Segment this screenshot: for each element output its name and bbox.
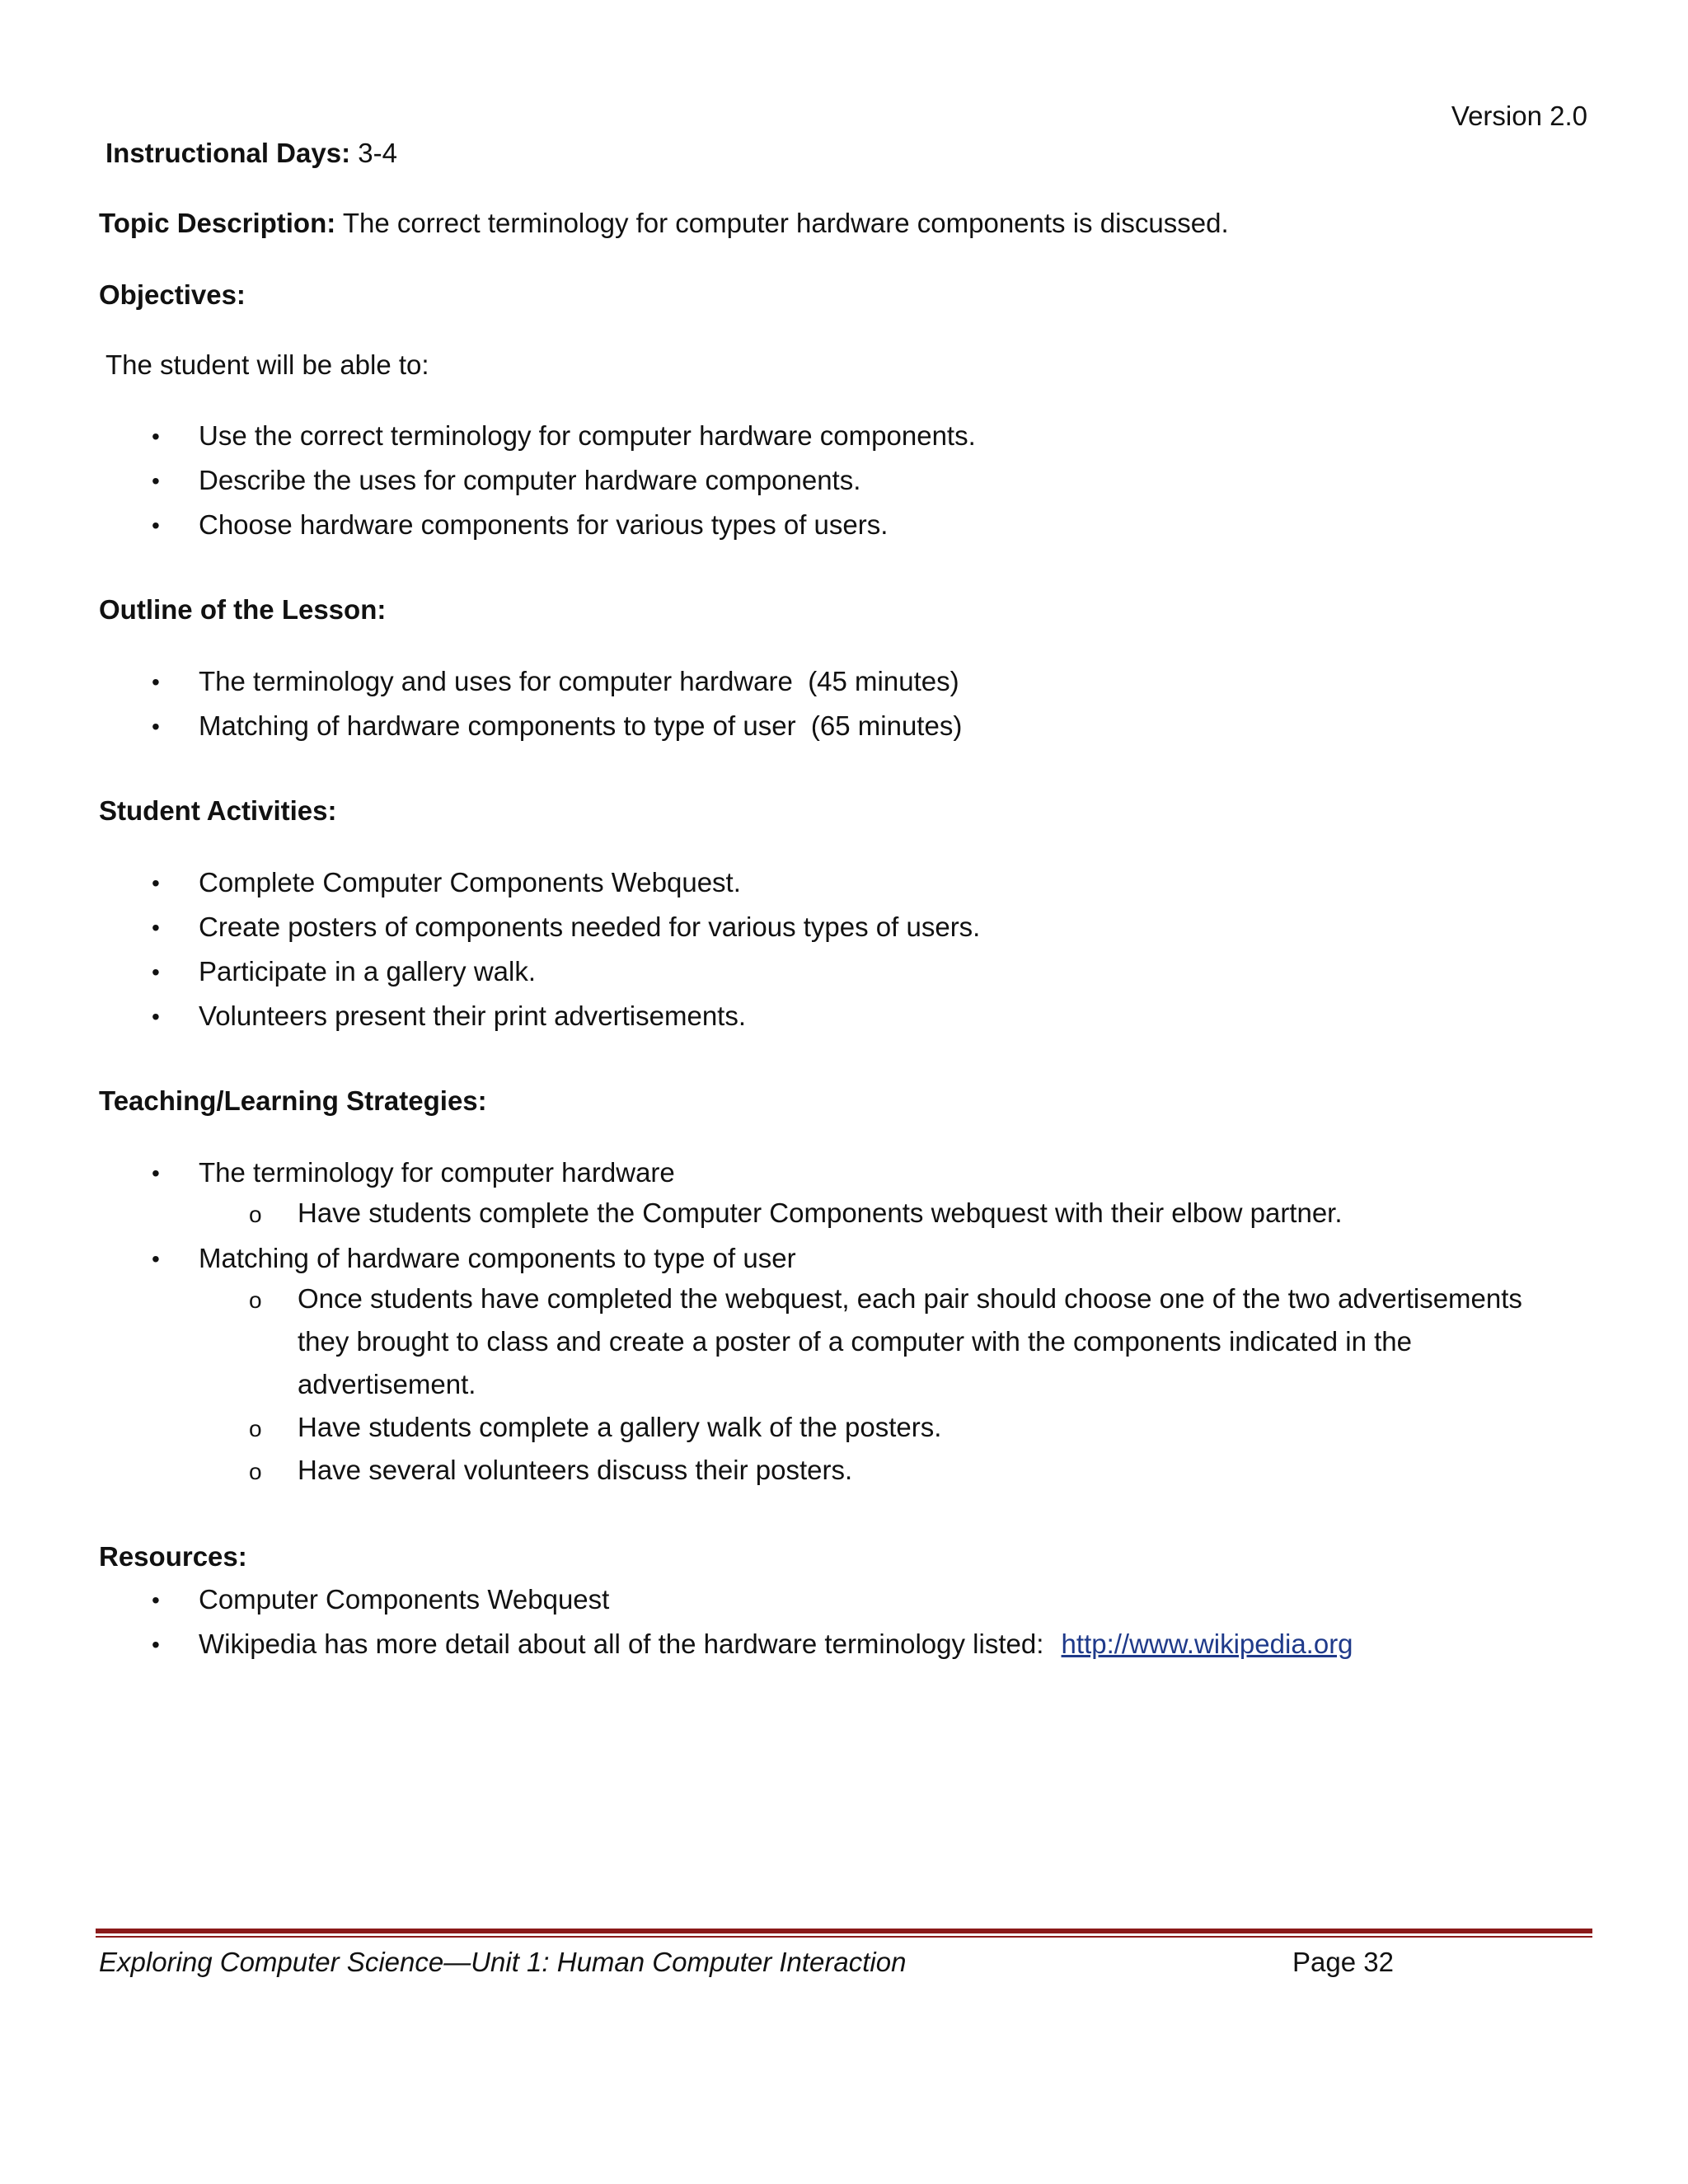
outline-item: Matching of hardware components to type of user (65 minutes) — [199, 710, 963, 741]
wikipedia-link[interactable]: http://www.wikipedia.org — [1061, 1629, 1353, 1659]
activity-item: Participate in a gallery walk. — [199, 956, 537, 987]
page-number: Page 32 — [1292, 1947, 1394, 1977]
topic-description-value: The correct terminology for computer hardware components is discussed. — [342, 208, 1229, 238]
activity-item: Complete Computer Components Webquest. — [199, 867, 741, 898]
resources-heading: Resources: — [99, 1541, 247, 1572]
objectives-heading: Objectives: — [99, 279, 246, 310]
outline-heading: Outline of the Lesson: — [99, 594, 387, 625]
instructional-days-value: 3-4 — [358, 138, 397, 168]
instructional-days-label: Instructional Days: — [106, 138, 351, 168]
resource-item-text: Wikipedia has more detail about all of the hardware terminology listed: — [199, 1629, 1044, 1659]
objective-item: Choose hardware components for various types of users. — [199, 509, 889, 540]
bullet-marker: • — [152, 424, 160, 449]
sub-bullet-marker: o — [249, 1287, 262, 1313]
bullet-marker: • — [152, 513, 160, 538]
sub-bullet-marker: o — [249, 1459, 262, 1484]
footer-divider — [96, 1929, 1592, 1933]
activity-item: Create posters of components needed for various types of users. — [199, 912, 981, 942]
strategy-sub-item: Have students complete a gallery walk of the posters. — [298, 1412, 942, 1442]
bullet-marker: • — [152, 669, 160, 695]
outline-item: The terminology and uses for computer hardware (45 minutes) — [199, 666, 959, 696]
bullet-marker: • — [152, 959, 160, 985]
student-activities-heading: Student Activities: — [99, 795, 337, 826]
bullet-marker: • — [152, 870, 160, 896]
version-label: Version 2.0 — [1451, 101, 1587, 131]
activity-item: Volunteers present their print advertisements. — [199, 1001, 747, 1031]
strategy-sub-item: Once students have completed the webquest, each pair should choose one of the two advertisements they brought to class and create a poster of a computer with the components indicated in the advertisement. — [298, 1283, 1522, 1399]
bullet-marker: • — [152, 1246, 160, 1272]
strategy-item: The terminology for computer hardware — [199, 1157, 675, 1188]
bullet-marker: • — [152, 468, 160, 494]
topic-description-label: Topic Description: — [99, 208, 336, 238]
topic-description — [99, 206, 1229, 241]
strategy-sub-item: Have students complete the Computer Components webquest with their elbow partner. — [298, 1197, 1343, 1228]
sub-bullet-marker: o — [249, 1416, 262, 1441]
bullet-marker: • — [152, 1632, 160, 1657]
strategy-item: Matching of hardware components to type of user — [199, 1243, 796, 1273]
strategies-heading: Teaching/Learning Strategies: — [99, 1085, 487, 1116]
bullet-marker: • — [152, 915, 160, 940]
bullet-marker: • — [152, 1587, 160, 1613]
footer-divider-thin — [96, 1936, 1592, 1938]
objective-item: Describe the uses for computer hardware components. — [199, 465, 861, 495]
bullet-marker: • — [152, 1160, 160, 1186]
sub-bullet-marker: o — [249, 1202, 262, 1227]
bullet-marker: • — [152, 714, 160, 739]
objectives-intro: The student will be able to: — [106, 349, 429, 380]
objective-item: Use the correct terminology for computer hardware components. — [199, 420, 976, 451]
resource-item — [199, 1627, 1353, 1662]
instructional-days — [106, 136, 397, 171]
strategy-sub-item: Have several volunteers discuss their posters. — [298, 1455, 853, 1485]
resource-item: Computer Components Webquest — [199, 1584, 610, 1615]
footer-title: Exploring Computer Science—Unit 1: Human Computer Interaction — [99, 1947, 907, 1977]
bullet-marker: • — [152, 1004, 160, 1029]
